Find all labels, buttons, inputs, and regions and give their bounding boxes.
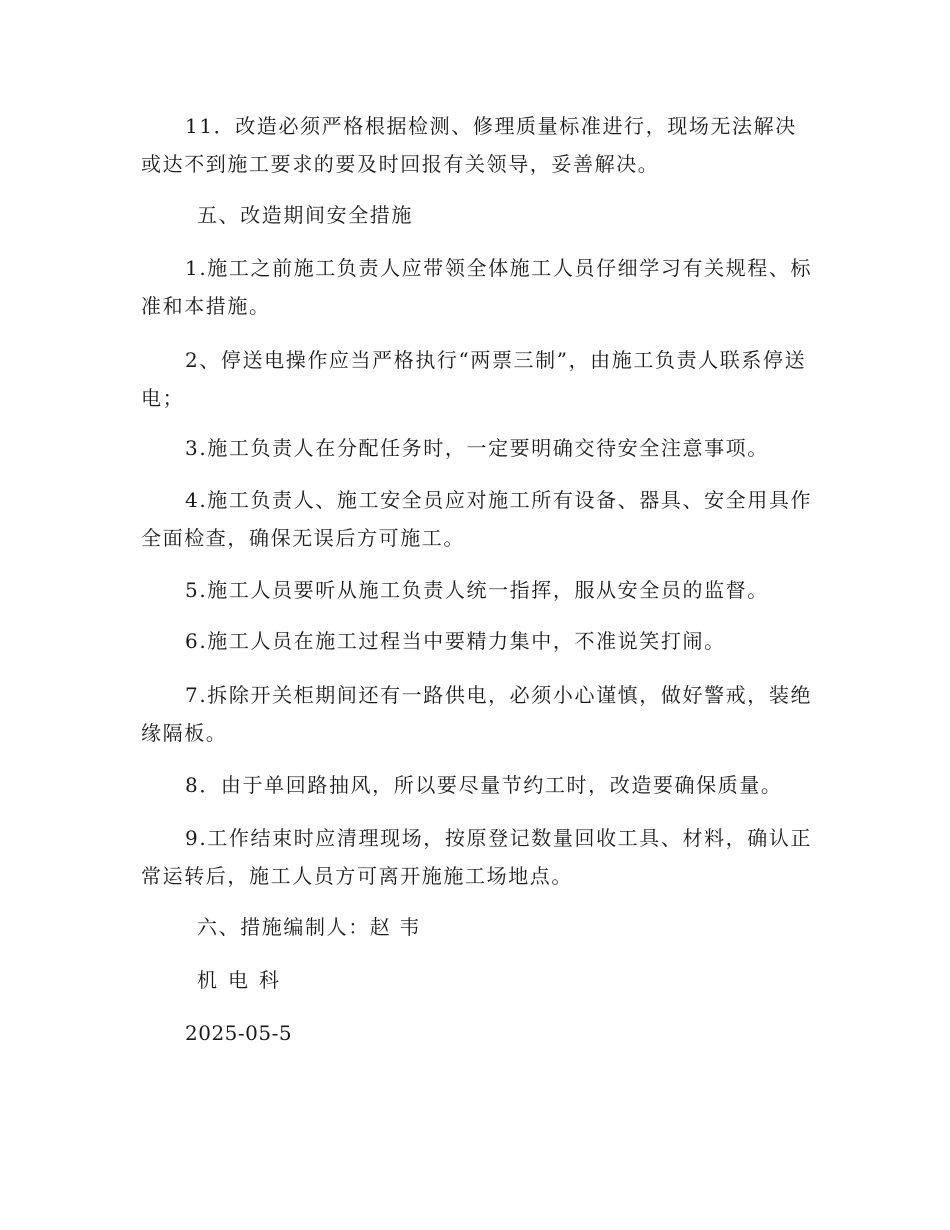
paragraph-9: 9.工作结束时应清理现场，按原登记数量回收工具、材料，确认正常运转后，施工人员方可离开施施工场地点。 <box>141 826 813 888</box>
section-heading-5: 五、改造期间安全措施 <box>197 203 413 227</box>
paragraph-2: 2、停送电操作应当严格执行“两票三制”，由施工负责人联系停送电； <box>141 348 807 410</box>
paragraph-6: 6.施工人员在施工过程当中要精力集中，不准说笑打闹。 <box>185 629 726 653</box>
paragraph-3: 3.施工负责人在分配任务时，一定要明确交待安全注意事项。 <box>185 436 769 460</box>
paragraph-4: 4.施工负责人、施工安全员应对施工所有设备、器具、安全用具作全面检查，确保无误后方可施工。 <box>141 488 813 550</box>
paragraph-1: 1.施工之前施工负责人应带领全体施工人员仔细学习有关规程、标准和本措施。 <box>141 256 813 318</box>
paragraph-11: 11．改造必须严格根据检测、修理质量标准进行，现场无法解决或达不到施工要求的要及时回报有关领导，妥善解决。 <box>141 114 797 176</box>
paragraph-5: 5.施工人员要听从施工负责人统一指挥，服从安全员的监督。 <box>185 578 769 602</box>
paragraph-8: 8．由于单回路抽风，所以要尽量节约工时，改造要确保质量。 <box>185 773 783 797</box>
author-line: 六、措施编制人：赵 韦 <box>197 915 421 939</box>
department-name: 机电科 <box>197 968 290 992</box>
paragraph-7: 7.拆除开关柜期间还有一路供电，必须小心谨慎，做好警戒，装绝缘隔板。 <box>141 683 813 745</box>
document-date: 2025-05-5 <box>185 1021 293 1045</box>
